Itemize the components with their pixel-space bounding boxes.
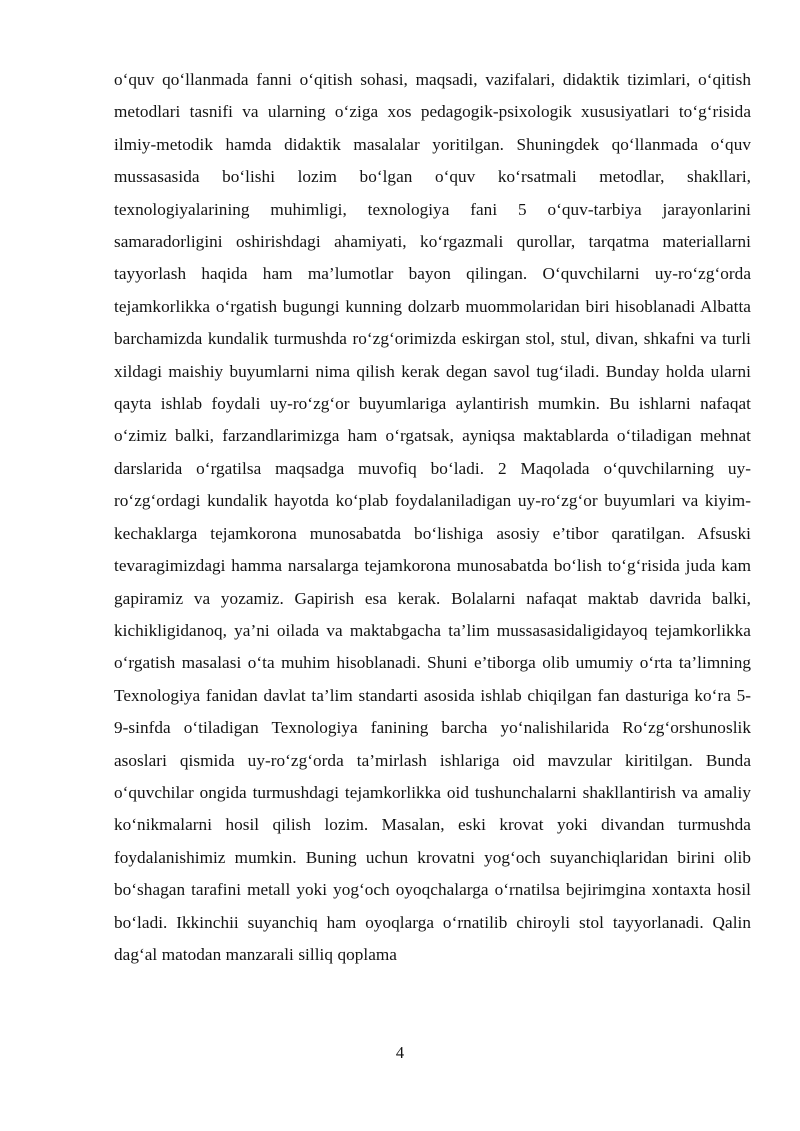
body-paragraph: oʻquv qoʻllanmada fanni oʻqitish sohasi, maqsadi, vazifalari, didaktik tizimlari, oʻqitish metodlari tasnifi va ularning oʻziga xos pedagogik-psixologik xususiyatlari toʻgʻrisida ilmiy-metodik hamda didaktik masalalar yoritilgan. Shuningdek qoʻllanmada oʻquv mussasasida boʻlishi lozim boʻlgan oʻquv koʻrsatmali metodlar, shakllari, texnologiyalarining muhimligi, texnologiya fani 5 oʻquv-tarbiya jarayonlarini samaradorligini oshirishdagi ahamiyati, koʻrgazmali qurollar, tarqatma materiallarni tayyorlash haqida ham ma’lumotlar bayon qilingan. Oʻquvchilarni uy-roʻzgʻorda tejamkorlikka oʻrgatish bugungi kunning dolzarb muommolaridan biri hisoblanadi Albatta barchamizda kundalik turmushda roʻzgʻorimizda eskirgan stol, stul, divan, shkafni va turli xildagi maishiy buyumlarni nima qilish kerak degan savol tugʻiladi. Bunday holda ularni qayta ishlab foydali uy-roʻzgʻor buyumlariga aylantirish mumkin. Bu ishlarni nafaqat oʻzimiz balki, farzandlarimizga ham oʻrgatsak, ayniqsa maktablarda oʻtiladigan mehnat darslarida oʻrgatilsa maqsadga muvofiq boʻladi. 2 Maqolada oʻquvchilarning uy-roʻzgʻordagi kundalik hayotda koʻplab foydalaniladigan uy-roʻzgʻor buyumlari va kiyim-kechaklarga tejamkorona munosabatda boʻlishiga asosiy e’tibor qaratilgan. Afsuski tevaragimizdagi hamma narsalarga tejamkorona munosabatda boʻlish toʻgʻrisida juda kam gapiramiz va yozamiz. Gapirish esa kerak. Bolalarni nafaqat maktab davrida balki, kichikligidanoq, ya’ni oilada va maktabgacha ta’lim mussasasidaligidayoq tejamkorlikka oʻrgatish masalasi oʻta muhim hisoblanadi. Shuni e’tiborga olib umumiy oʻrta ta’limning Texnologiya fanidan davlat ta’lim standarti asosida ishlab chiqilgan fan dasturiga koʻra 5-9-sinfda oʻtiladigan Texnologiya fanining barcha yoʻnalishilarida Roʻzgʻorshunoslik asoslari qismida uy-roʻzgʻorda ta’mirlash ishlariga oid mavzular kiritilgan. Bunda oʻquvchilar ongida turmushdagi tejamkorlikka oid tushunchalarni shakllantirish va amaliy koʻnikmalarni hosil qilish lozim. Masalan, eski krovat yoki divandan turmushda foydalanishimiz mumkin. Buning uchun krovatni yogʻoch suyanchiqlaridan birini olib boʻshagan tarafini metall yoki yogʻoch oyoqchalarga oʻrnatilsa bejirimgina xontaxta hosil boʻladi. Ikkinchii suyanchiq ham oyoqlarga oʻrnatilib chiroyli stol tayyorlanadi. Qalin dagʻal matodan manzarali silliq qoplama — [114, 70, 751, 964]
page-number: 4 — [395, 1043, 405, 1062]
page-body-text — [114, 64, 751, 971]
